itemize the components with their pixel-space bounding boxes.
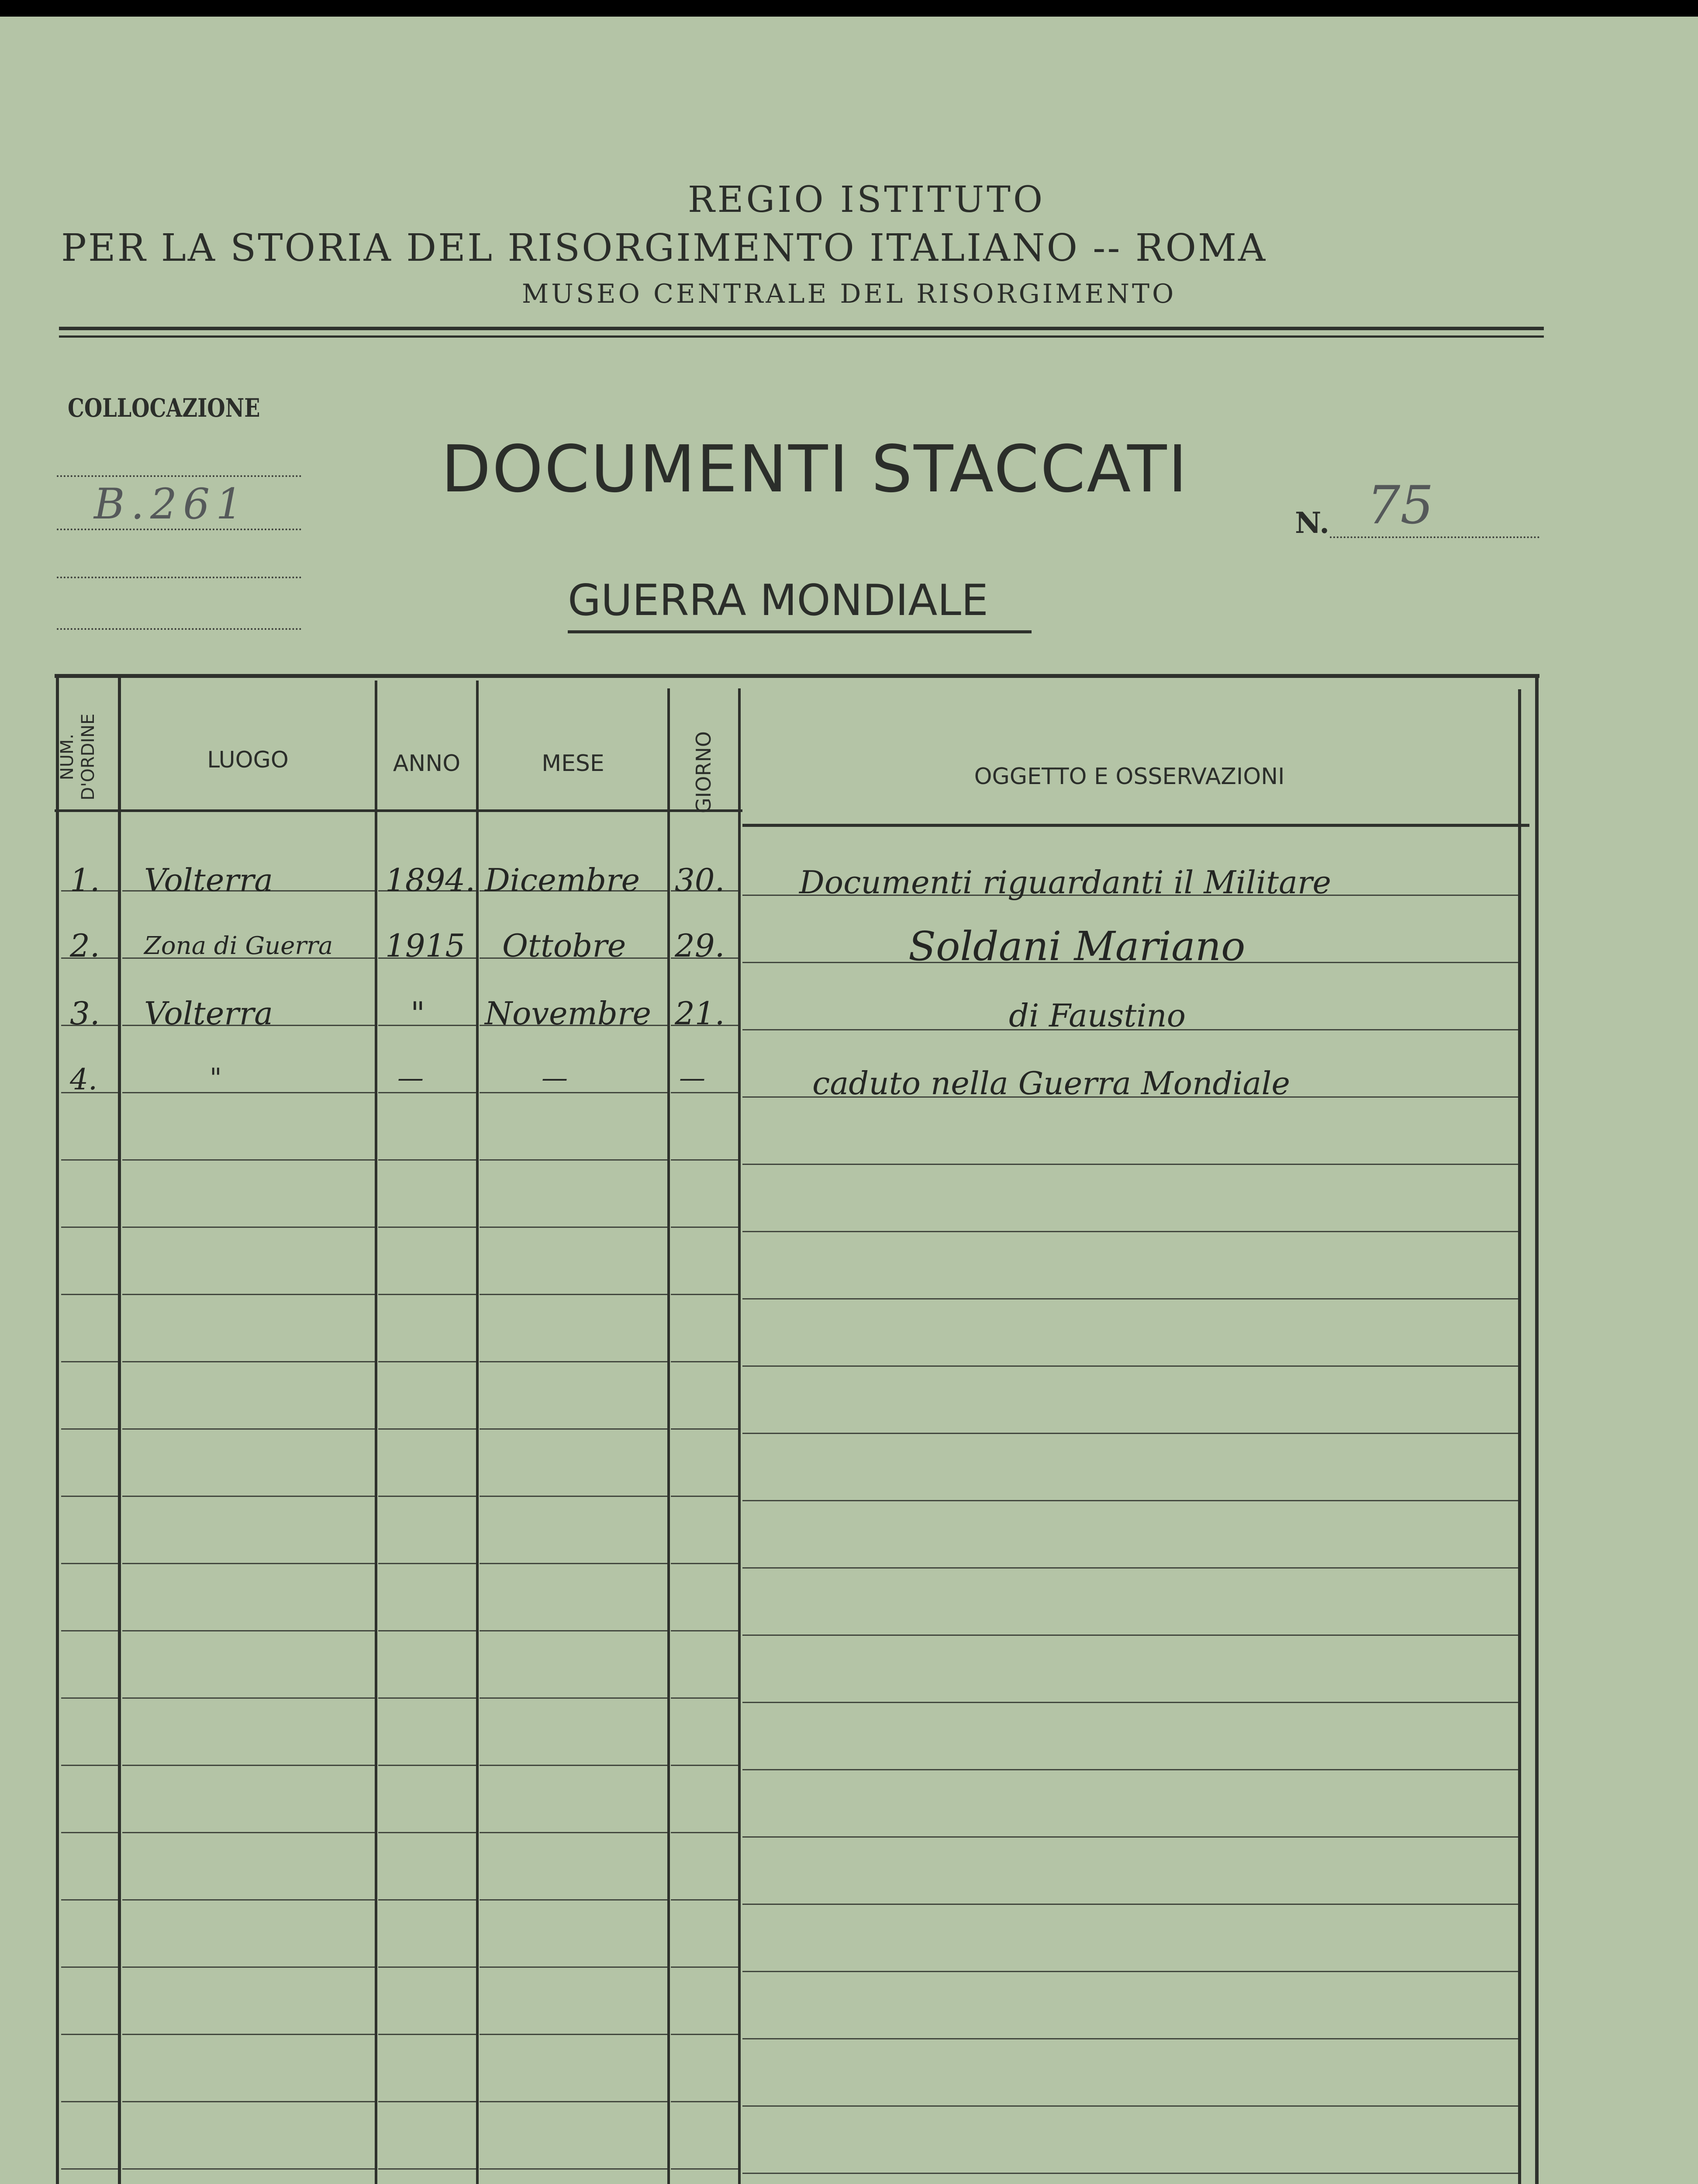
number-value: 75: [1367, 475, 1434, 536]
ruled-line: [61, 1496, 118, 1497]
ruled-line: [742, 1500, 1518, 1501]
ruled-line: [742, 1971, 1518, 1972]
institution-line-2: PER LA STORIA DEL RISORGIMENTO ITALIANO -- ROMA: [61, 226, 1267, 270]
row-1-giorno: 30.: [675, 862, 725, 898]
col-line-7: [1535, 674, 1539, 2184]
ruled-line: [480, 1428, 667, 1430]
ruled-line: [671, 1697, 738, 1699]
subtitle-underline: [568, 630, 1032, 633]
ruled-line: [122, 1697, 375, 1699]
ruled-line: [61, 1832, 118, 1833]
ruled-line: [122, 1765, 375, 1766]
number-line: [1330, 536, 1539, 538]
ruled-line: [61, 2168, 118, 2170]
ruled-line: [61, 1227, 118, 1228]
observation-line-4: caduto nella Guerra Mondiale: [812, 1065, 1290, 1102]
header-luogo: LUOGO: [207, 747, 289, 773]
ruled-line: [122, 2034, 375, 2035]
table-top-border: [55, 674, 1539, 678]
collocazione-line-4: [57, 628, 301, 630]
ruled-line: [671, 1899, 738, 1901]
row-1-anno: 1894.: [385, 862, 476, 898]
header-mese: MESE: [542, 750, 604, 777]
ruled-line: [742, 1769, 1518, 1770]
ruled-line: [122, 2168, 375, 2170]
ruled-line: [742, 1365, 1518, 1367]
ruled-line: [378, 1227, 476, 1228]
ruled-line: [742, 2173, 1518, 2174]
header-double-rule-bottom: [59, 335, 1544, 338]
row-2-num: 2.: [70, 927, 100, 964]
ruled-line: [122, 1832, 375, 1833]
ruled-line: [742, 1904, 1518, 1905]
ruled-line: [378, 1428, 476, 1430]
ruled-line: [122, 1227, 375, 1228]
document-subtitle: GUERRA MONDIALE: [568, 576, 988, 625]
ruled-line: [671, 1159, 738, 1161]
collocazione-line-1: [57, 475, 301, 477]
ruled-line: [480, 1697, 667, 1699]
header-anno: ANNO: [393, 750, 461, 777]
ruled-line: [61, 1630, 118, 1631]
ruled-line: [378, 1159, 476, 1161]
number-label: N.: [1295, 506, 1330, 540]
document-title: DOCUMENTI STACCATI: [441, 432, 1189, 507]
ruled-line: [378, 1765, 476, 1766]
table-header-bottom-rule-right: [742, 824, 1529, 827]
observation-line-3: di Faustino: [1009, 997, 1186, 1034]
header-oggetto: OGGETTO E OSSERVAZIONI: [974, 764, 1285, 790]
col-line-0: [56, 674, 59, 2184]
document-sheet: [0, 17, 1698, 2184]
ruled-line: [378, 2168, 476, 2170]
row-3-anno: ": [411, 995, 425, 1032]
col-line-5: [738, 688, 741, 2184]
ruled-line: [480, 1630, 667, 1631]
header-double-rule-top: [59, 327, 1544, 330]
header-num: [57, 696, 118, 818]
ruled-line: [122, 2101, 375, 2102]
row-4-giorno: —: [679, 1063, 705, 1093]
ruled-line: [671, 1765, 738, 1766]
ruled-line: [671, 1496, 738, 1497]
ruled-line: [378, 2101, 476, 2102]
ruled-line: [378, 1697, 476, 1699]
ruled-line: [61, 1563, 118, 1564]
ruled-line: [671, 1832, 738, 1833]
ruled-line: [742, 1164, 1518, 1165]
ruled-line: [480, 1159, 667, 1161]
ruled-line: [742, 1567, 1518, 1569]
row-4-mese: —: [542, 1063, 568, 1093]
ruled-line: [378, 1630, 476, 1631]
ruled-line: [671, 2168, 738, 2170]
ruled-line: [671, 2101, 738, 2102]
ruled-line: [122, 1159, 375, 1161]
ruled-line: [122, 1092, 375, 1093]
ruled-line: [480, 1227, 667, 1228]
row-2-giorno: 29.: [675, 927, 725, 964]
ruled-line: [480, 1294, 667, 1295]
ruled-line: [742, 1231, 1518, 1232]
ruled-line: [671, 2034, 738, 2035]
ruled-line: [61, 1697, 118, 1699]
ruled-line: [122, 1966, 375, 1968]
row-2-mese: Ottobre: [502, 927, 626, 964]
ruled-line: [671, 1563, 738, 1564]
ruled-line: [480, 1966, 667, 1968]
collocazione-line-2: [57, 529, 301, 530]
ruled-line: [671, 1966, 738, 1968]
col-line-4: [667, 688, 670, 2184]
ruled-line: [671, 1428, 738, 1430]
ruled-line: [480, 1765, 667, 1766]
ruled-line: [671, 1294, 738, 1295]
col-line-2: [375, 681, 377, 2184]
ruled-line: [742, 2105, 1518, 2107]
ruled-line: [480, 1832, 667, 1833]
observation-line-2: Soldani Mariano: [908, 923, 1246, 970]
ruled-line: [378, 2034, 476, 2035]
ruled-line: [122, 1428, 375, 1430]
institution-line-1: REGIO ISTITUTO: [687, 179, 1046, 221]
ruled-line: [480, 1496, 667, 1497]
row-1-luogo: Volterra: [144, 862, 273, 898]
ruled-line: [122, 1563, 375, 1564]
ruled-line: [742, 1702, 1518, 1703]
ruled-line: [480, 2101, 667, 2102]
ruled-line: [742, 1298, 1518, 1299]
ruled-line: [61, 1159, 118, 1161]
table-header-bottom-rule-left: [55, 809, 742, 812]
ruled-line: [61, 1428, 118, 1430]
row-1-mese: Dicembre: [485, 862, 640, 898]
ruled-line: [122, 1496, 375, 1497]
ruled-line: [671, 1630, 738, 1631]
row-3-mese: Novembre: [485, 995, 652, 1032]
header-num-line-2: D'ORDINE: [78, 713, 98, 801]
ruled-line: [61, 1294, 118, 1295]
row-2-luogo: Zona di Guerra: [144, 932, 333, 960]
ruled-line: [480, 2168, 667, 2170]
ruled-line: [61, 2034, 118, 2035]
ruled-line: [742, 1433, 1518, 1434]
row-4-luogo: ": [210, 1063, 222, 1093]
ruled-line: [480, 1361, 667, 1362]
row-1-num: 1.: [70, 862, 100, 898]
ruled-line: [378, 1496, 476, 1497]
ruled-line: [480, 2034, 667, 2035]
row-4-anno: —: [397, 1063, 424, 1093]
ruled-line: [61, 1361, 118, 1362]
col-line-1: [118, 676, 121, 2184]
ruled-line: [378, 1966, 476, 1968]
row-4-num: 4.: [70, 1063, 97, 1096]
ruled-line: [122, 1294, 375, 1295]
observation-line-1: Documenti riguardanti il Militare: [799, 864, 1331, 901]
institution-line-3: MUSEO CENTRALE DEL RISORGIMENTO: [521, 279, 1177, 309]
row-2-anno: 1915: [385, 927, 466, 964]
ruled-line: [61, 1899, 118, 1901]
ruled-line: [480, 1092, 667, 1093]
ruled-line: [61, 1966, 118, 1968]
ruled-line: [378, 1899, 476, 1901]
ruled-line: [742, 2038, 1518, 2039]
ruled-line: [378, 1832, 476, 1833]
ruled-line: [61, 2101, 118, 2102]
header-num-line-1: NUM.: [57, 733, 77, 781]
ruled-line: [378, 1092, 476, 1093]
col-line-3: [476, 681, 479, 2184]
ruled-line: [378, 1361, 476, 1362]
row-3-num: 3.: [70, 995, 100, 1032]
collocazione-value: B.261: [94, 480, 249, 529]
collocazione-label: COLLOCAZIONE: [68, 393, 260, 423]
ruled-line: [122, 1361, 375, 1362]
ruled-line: [742, 1836, 1518, 1838]
ruled-line: [122, 1899, 375, 1901]
ruled-line: [480, 1899, 667, 1901]
row-3-giorno: 21.: [675, 995, 725, 1032]
ruled-line: [378, 1025, 476, 1026]
ruled-line: [742, 1635, 1518, 1636]
col-line-6: [1518, 689, 1521, 2184]
ruled-line: [378, 1294, 476, 1295]
ruled-line: [480, 1563, 667, 1564]
ruled-line: [671, 1361, 738, 1362]
collocazione-line-3: [57, 577, 301, 578]
ruled-line: [378, 1563, 476, 1564]
header-giorno: GIORNO: [692, 731, 715, 813]
ruled-line: [122, 1630, 375, 1631]
row-3-luogo: Volterra: [144, 995, 273, 1032]
ruled-line: [671, 1227, 738, 1228]
ruled-line: [61, 1765, 118, 1766]
